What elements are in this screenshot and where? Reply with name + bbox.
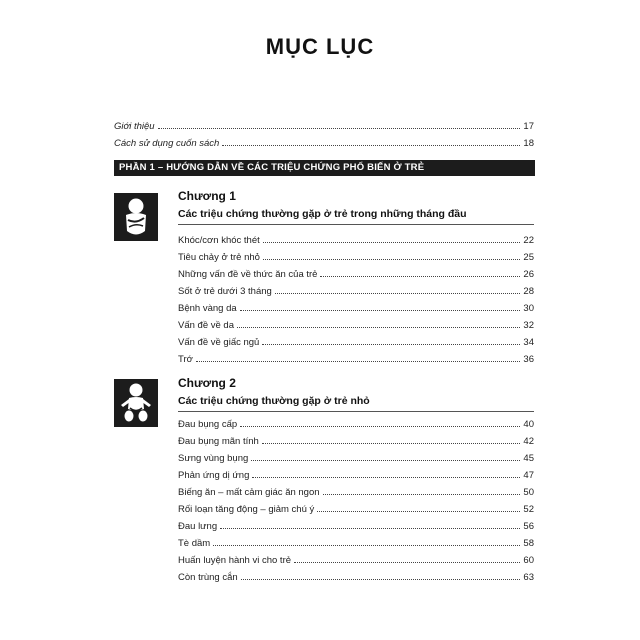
- toc-entry[interactable]: [178, 449, 534, 464]
- toc-entry[interactable]: [178, 568, 534, 583]
- chapter-title: Các triệu chứng thường gặp ở trẻ trong những tháng đầu: [178, 208, 467, 220]
- toc-entry[interactable]: [178, 415, 534, 430]
- toc-entry-page: 28: [523, 286, 534, 297]
- toc-entry[interactable]: [178, 551, 534, 566]
- toc-entry[interactable]: [178, 350, 534, 365]
- dot-leader: [213, 545, 520, 546]
- toc-entry-page: 18: [523, 138, 534, 149]
- toc-entry-page: 30: [523, 303, 534, 314]
- toc-entry-label: Rối loạn tăng động – giảm chú ý: [178, 504, 315, 515]
- toc-entry-label: Sưng vùng bụng: [178, 453, 249, 464]
- toc-entry[interactable]: [178, 517, 534, 532]
- dot-leader: [263, 242, 521, 243]
- part-banner: PHẦN 1 – HƯỚNG DẪN VỀ CÁC TRIỆU CHỨNG PHỔ BIẾN Ở TRẺ: [114, 160, 535, 176]
- toc-entry-page: 36: [523, 354, 534, 365]
- dot-leader: [251, 460, 520, 461]
- dot-leader: [240, 310, 521, 311]
- toc-entry-label: Huấn luyện hành vi cho trẻ: [178, 555, 292, 566]
- toc-entry-page: 47: [523, 470, 534, 481]
- dot-leader: [220, 528, 520, 529]
- toc-entry[interactable]: [178, 534, 534, 549]
- toc-entry[interactable]: [178, 500, 534, 515]
- page-title: MỤC LỤC: [265, 34, 375, 59]
- chapter-title: Các triệu chứng thường gặp ở trẻ nhỏ: [178, 395, 370, 407]
- dot-leader: [237, 327, 520, 328]
- toc-entry-label: Khóc/cơn khóc thét: [178, 235, 260, 246]
- toc-entry[interactable]: [178, 248, 534, 263]
- toc-entry[interactable]: [178, 282, 534, 297]
- dot-leader: [262, 344, 520, 345]
- toc-entry-page: 60: [523, 555, 534, 566]
- toc-entry[interactable]: [178, 231, 534, 246]
- dot-leader: [241, 579, 521, 580]
- chapter-divider: [178, 224, 534, 225]
- toc-entry-how-to-use[interactable]: [114, 134, 534, 149]
- dot-leader: [320, 276, 520, 277]
- chapter-number: Chương 1: [178, 189, 236, 203]
- toc-entry-label: Đau bụng mãn tính: [178, 436, 259, 447]
- toc-entry-page: 56: [523, 521, 534, 532]
- toc-entry-page: 26: [523, 269, 534, 280]
- chapter-number: Chương 2: [178, 376, 236, 390]
- toc-entry-label: Tè dầm: [178, 538, 211, 549]
- toc-entry-label: Vấn đề về giấc ngủ: [178, 337, 260, 348]
- toc-entry-label: Vấn đề về da: [178, 320, 234, 331]
- dot-leader: [158, 128, 521, 129]
- toc-entry-label: Phản ứng dị ứng: [178, 470, 250, 481]
- toc-entry-page: 22: [523, 235, 534, 246]
- toc-entry[interactable]: [178, 333, 534, 348]
- toc-entry-page: 40: [523, 419, 534, 430]
- toc-entry-label: Tiêu chảy ở trẻ nhỏ: [178, 252, 260, 263]
- chapter-divider: [178, 411, 534, 412]
- dot-leader: [240, 426, 520, 427]
- toc-entry[interactable]: [178, 265, 534, 280]
- dot-leader: [222, 145, 520, 146]
- toc-entry-page: 63: [523, 572, 534, 583]
- toc-entry-label: Giới thiệu: [114, 121, 155, 132]
- toc-entry-label: Bệnh vàng da: [178, 303, 237, 314]
- dot-leader: [317, 511, 520, 512]
- toc-entry[interactable]: [178, 466, 534, 481]
- toc-entry-page: 34: [523, 337, 534, 348]
- toc-entry-label: Những vấn đề về thức ăn của trẻ: [178, 269, 318, 280]
- toc-entry-label: Trớ: [178, 354, 193, 365]
- dot-leader: [196, 361, 521, 362]
- toc-entry-label: Còn trùng cắn: [178, 572, 238, 583]
- sitting-toddler-icon: [114, 379, 158, 427]
- toc-entry-label: Cách sử dụng cuốn sách: [114, 138, 220, 149]
- toc-entry-page: 52: [523, 504, 534, 515]
- toc-entry[interactable]: [178, 432, 534, 447]
- toc-entry[interactable]: [178, 299, 534, 314]
- toc-entry-page: 58: [523, 538, 534, 549]
- toc-entry-page: 25: [523, 252, 534, 263]
- toc-entry-page: 32: [523, 320, 534, 331]
- dot-leader: [323, 494, 521, 495]
- toc-entry[interactable]: [178, 483, 534, 498]
- toc-entry-page: 45: [523, 453, 534, 464]
- toc-entry-page: 42: [523, 436, 534, 447]
- toc-entry-intro[interactable]: [114, 117, 534, 132]
- toc-entry[interactable]: [178, 316, 534, 331]
- toc-entry-label: Đau bụng cấp: [178, 419, 238, 430]
- toc-entry-page: 17: [523, 121, 534, 132]
- dot-leader: [275, 293, 521, 294]
- toc-entry-label: Đau lưng: [178, 521, 218, 532]
- toc-entry-page: 50: [523, 487, 534, 498]
- swaddled-baby-icon: [114, 193, 158, 241]
- dot-leader: [252, 477, 520, 478]
- toc-entry-label: Biếng ăn – mất cảm giác ăn ngon: [178, 487, 320, 498]
- dot-leader: [263, 259, 521, 260]
- toc-entry-label: Sốt ở trẻ dưới 3 tháng: [178, 286, 272, 297]
- dot-leader: [262, 443, 521, 444]
- dot-leader: [294, 562, 520, 563]
